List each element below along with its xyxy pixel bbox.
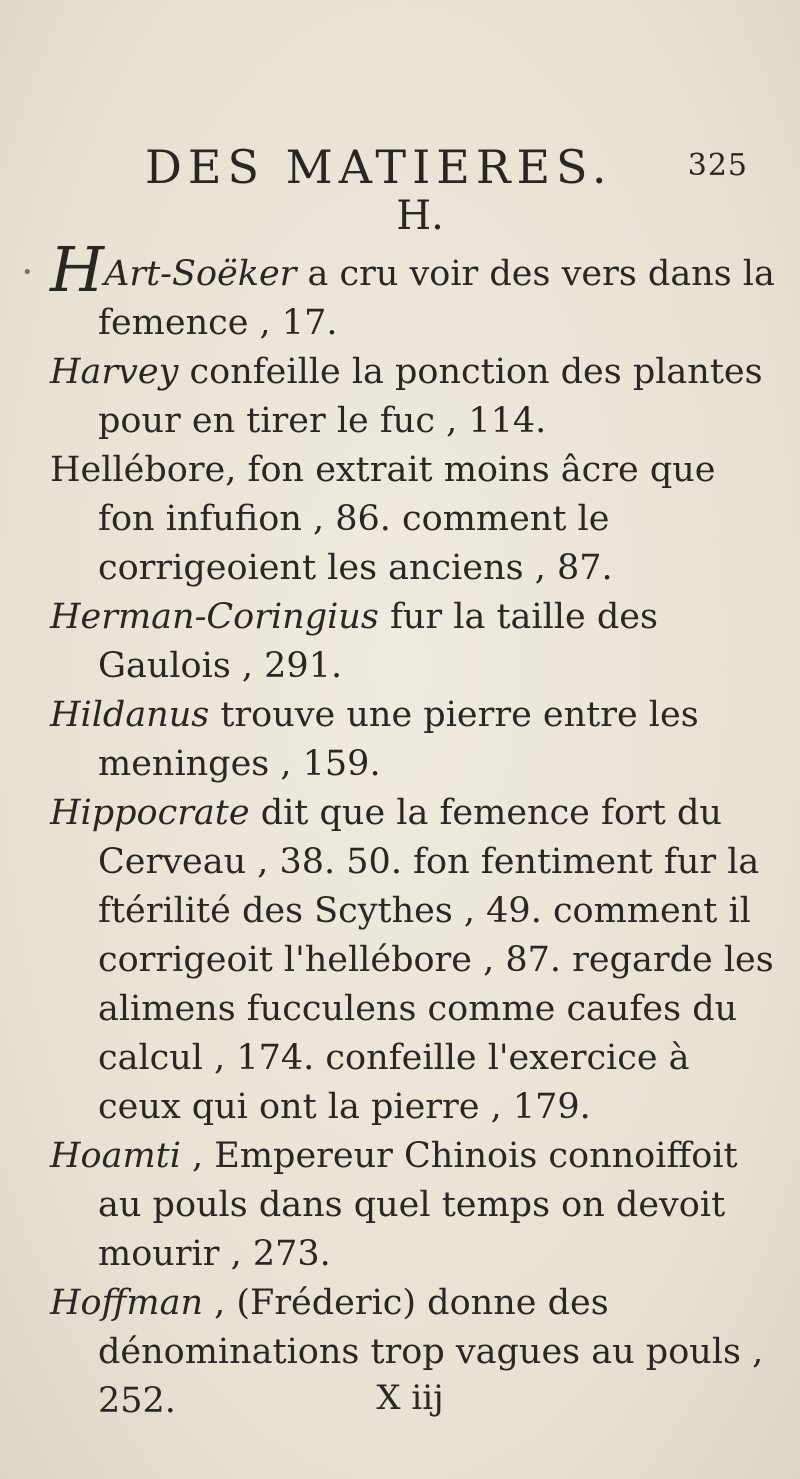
entry-text: Hellébore, fon extrait moins âcre que fon infufion , 86. comment le corrigeoient les anciens , 87. bbox=[50, 450, 716, 588]
index-entry bbox=[50, 789, 780, 1132]
index-entry bbox=[50, 1132, 780, 1279]
margin-mark: • bbox=[22, 262, 33, 283]
entry-text: confeille la ponction des plantes pour en tirer le fuc , 114. bbox=[98, 352, 763, 441]
index-entry bbox=[50, 233, 780, 348]
running-header bbox=[145, 140, 760, 194]
entry-text: , (Fréderic) donne des dénominations trop vagues au pouls , 252. bbox=[98, 1283, 764, 1421]
entry-head: Harvey bbox=[50, 352, 179, 392]
index-entry bbox=[50, 691, 780, 789]
index-entry bbox=[50, 348, 780, 446]
entry-head: Herman-Coringius bbox=[50, 597, 379, 637]
entry-text: trouve une pierre entre les meninges , 159. bbox=[98, 695, 699, 784]
entry-drop-letter: H bbox=[50, 233, 105, 306]
entry-head: Art-Soëker bbox=[104, 254, 297, 294]
header-title: DES MATIERES. bbox=[145, 140, 613, 194]
entry-text: , Empereur Chinois connoiffoit au pouls dans quel temps on devoit mourir , 273. bbox=[98, 1136, 738, 1274]
index-entry bbox=[50, 446, 780, 593]
page-number: 325 bbox=[687, 148, 748, 183]
section-letter: H. bbox=[396, 193, 444, 239]
index-entries bbox=[50, 233, 780, 1426]
entry-text: a cru voir des vers dans la femence , 17. bbox=[98, 254, 775, 343]
entry-head: Hoamti bbox=[50, 1136, 181, 1176]
index-entry bbox=[50, 593, 780, 691]
entry-head: Hoffman bbox=[50, 1283, 203, 1323]
entry-head: Hildanus bbox=[50, 695, 210, 735]
signature-mark: X iij bbox=[376, 1378, 444, 1418]
entry-text: fur la taille des Gaulois , 291. bbox=[98, 597, 658, 686]
entry-text: dit que la femence fort du Cerveau , 38. 50. fon fentiment fur la ftérilité des Scythes , 49. comment il corrigeoit l'hellébore , 87. regarde les alimens fucculens comme caufes du calcul , 174. confeille l'exercice à ceux qui ont la pierre , 179. bbox=[98, 793, 774, 1127]
entry-head: Hippocrate bbox=[50, 793, 250, 833]
